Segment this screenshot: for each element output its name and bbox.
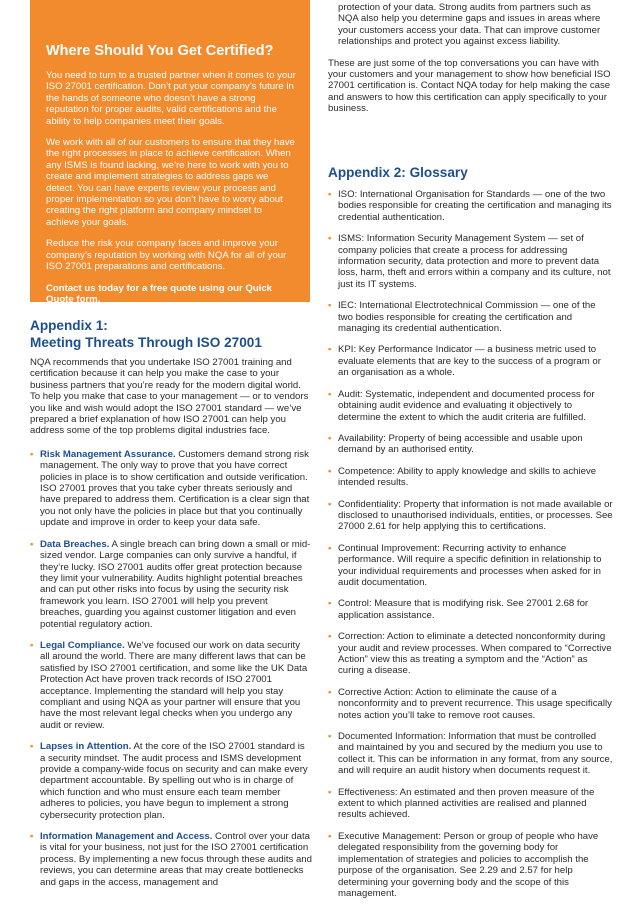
list-item xyxy=(30,449,312,529)
appendix-1-section xyxy=(30,318,312,898)
glossary-item xyxy=(328,389,613,423)
bullet-icon: • xyxy=(30,538,34,550)
appendix-2-section xyxy=(328,164,613,909)
bullet-icon: • xyxy=(328,731,332,743)
glossary-text: ISMS: Information Security Management System — set of company policies that create a process for addressing information security, data protection and more to prevent data loss, harm, theft and errors within a company and its culture, not just its IT systems. xyxy=(338,233,611,290)
callout-title: Where Should You Get Certified? xyxy=(46,43,274,59)
bullet-icon: • xyxy=(328,786,332,798)
glossary-text: Correction: Action to eliminate a detected nonconformity during your audit and review processes. When compared to “Corrective Action” view this as treating a symptom and the “Action” as curing a disease. xyxy=(338,631,612,677)
where-certified-callout xyxy=(30,0,310,305)
bullet-icon: • xyxy=(328,498,332,510)
item-term: Risk Management Assurance. xyxy=(40,448,176,460)
glossary-item xyxy=(328,300,613,334)
quick-quote-cta[interactable]: Contact us today for a free quote using our Quick Quote form. xyxy=(46,282,273,305)
glossary-text: Corrective Action: Action to eliminate the cause of a nonconformity and to prevent recurrence. This usage specifically notes action you’ll take to remove root causes. xyxy=(338,686,612,721)
bullet-icon: • xyxy=(30,741,34,753)
item-term: Legal Compliance. xyxy=(40,639,125,651)
glossary-list xyxy=(328,189,613,899)
threats-list xyxy=(30,449,312,888)
glossary-item xyxy=(328,687,613,721)
glossary-item xyxy=(328,543,613,589)
bullet-icon: • xyxy=(328,631,332,643)
glossary-text: IEC: International Electrotechnical Commission — one of the two bodies responsible for creating the certification and managing its credential authentication. xyxy=(338,300,596,335)
list-item xyxy=(30,831,312,888)
item-text: At the core of the ISO 27001 standard is a security mindset. The audit process and ISMS development provide a company-wide focus on security and can make every department accountable. By spelling out who is in charge of which function and who must ensure each team member adheres to policies, you have begun to implement a strong cybersecurity protection plan. xyxy=(40,741,308,821)
bullet-icon: • xyxy=(328,388,332,400)
appendix-1-title xyxy=(30,318,312,351)
glossary-text: Confidentiality: Property that information is not made available or disclosed to unauthorised individuals, entities, or processes. See 27000 2.61 for help applying this to certifications. xyxy=(338,498,613,533)
list-item xyxy=(30,640,312,731)
glossary-text: Executive Management: Person or group of people who have delegated responsibility from the governing body for implementation of strategies and policies to accomplish the purpose of the organisation. See 2.29 and 2.57 for help determining your governing body and the scope of this management. xyxy=(338,830,599,899)
bullet-icon: • xyxy=(328,300,332,312)
callout-paragraph: We work with all of our customers to ensure that they have the right processes in place to achieve certification. When any ISMS is found lacking, we’re here to work with you to create and implement strategies to address gaps we detect. You can have experts review your process and proper implementation so you don’t have to worry about creating the right platform and company mindset to achieve your goals. xyxy=(46,137,295,228)
glossary-item xyxy=(328,466,613,489)
bullet-icon: • xyxy=(30,448,34,460)
bullet-icon: • xyxy=(328,465,332,477)
list-item xyxy=(30,741,312,821)
bullet-icon: • xyxy=(328,233,332,245)
callout-paragraph: Reduce the risk your company faces and improve your company’s reputation by working with NQA for all of your ISO 27001 preparations and certifications. xyxy=(46,238,287,273)
glossary-text: ISO: International Organisation for Standards — one of the two bodies responsible for creating the certification and managing its credential authentication. xyxy=(338,189,612,223)
glossary-item xyxy=(328,189,613,223)
appendix-1-title-line1: Appendix 1: xyxy=(30,318,108,333)
bullet-icon: • xyxy=(328,542,332,554)
glossary-item xyxy=(328,433,613,456)
glossary-text: Documented Information: Information that must be controlled and maintained by you and secured by the medium you use to collect it. This can be information in any format, from any source, and will require an audit history when documents request it. xyxy=(338,731,613,777)
bullet-icon: • xyxy=(328,686,332,698)
bullet-icon: • xyxy=(328,344,332,356)
summary-paragraph: These are just some of the top conversations you can have with your customers and your management to show how beneficial ISO 27001 certification is. Contact NQA today for help making the case and answers to how this certification can apply specifically to your business. xyxy=(328,57,611,115)
appendix-2-title: Appendix 2: Glossary xyxy=(328,165,468,180)
item-term: Information Management and Access. xyxy=(40,831,213,843)
bullet-icon: • xyxy=(30,639,34,651)
item-text: Control over your data is vital for your business, not just for the ISO 27001 certification process. By implementing a new focus through these audits and reviews, you can determine areas that may create bottlenecks and gaps in the access, management and xyxy=(40,831,312,888)
bullet-icon: • xyxy=(328,830,332,842)
glossary-text: KPI: Key Performance Indicator — a business metric used to evaluate elements that are key to the success of a program or an organisation as a whole. xyxy=(338,344,601,379)
glossary-text: Control: Measure that is modifying risk. See 27001 2.68 for application assistance. xyxy=(338,598,589,621)
bullet-icon: • xyxy=(328,189,332,200)
glossary-text: Continual Improvement: Recurring activity to enhance performance. Will require a specific definition in relationship to your individual requirements and processes when asked for in audit documentation. xyxy=(338,542,602,588)
bullet-icon: • xyxy=(328,598,332,610)
bullet-icon: • xyxy=(30,831,34,843)
list-item xyxy=(30,539,312,630)
appendix-1-title-line2: Meeting Threats Through ISO 27001 xyxy=(30,334,262,350)
item-text: We’ve focused our work on data security all around the world. There are many different laws that can be satisfied by ISO 27001 certification, and some like the UK Data Protection Act have proven track records of ISO 27001 acceptance. Implementing the standard will help you stay compliant and using NQA as your partner will ensure that you have the most relevant legal checks when you undergo any audit or review. xyxy=(40,639,308,731)
glossary-item xyxy=(328,499,613,533)
glossary-item xyxy=(328,831,613,899)
glossary-item xyxy=(328,787,613,821)
glossary-text: Availability: Property of being accessible and usable upon demand by an authorised entity. xyxy=(338,432,583,456)
appendix-1-intro: NQA recommends that you undertake ISO 27001 training and certification because it can help you make the case to your business partners that you’re ready for the modern digital world. To help you make that case to your management — or to vendors you like and wish would adopt the ISO 27001 standard — we’ve prepared a brief explanation of how ISO 27001 can help you address some of the top problems digital industries face. xyxy=(30,357,309,437)
glossary-item xyxy=(328,233,613,290)
item-text: A single breach can bring down a small or mid-sized vendor. Large companies can only survive a handful, if they’re lucky. ISO 27001 audits offer great protection because they limit your vulnerability. Audits highlight potential breaches and can put other risks into focus by using the security risk framework you learn. ISO 27001 will help you prevent breaches, guarding you against customer litigation and even potential regulatory action. xyxy=(40,538,311,630)
glossary-item xyxy=(328,598,613,621)
item-term: Data Breaches. xyxy=(40,538,110,550)
item-term: Lapses in Attention. xyxy=(40,741,132,753)
item-text: Customers demand strong risk management. The only way to prove that you have correct policies in place is to show certification and outside verification. ISO 27001 proves that you take cyber threats seriously and have prepared to address them. Certification is a clear sign that you not only have the policies in place but that you continually update and improve in order to keep your data safe. xyxy=(40,448,310,529)
right-column-intro xyxy=(328,2,613,125)
bullet-icon: • xyxy=(328,432,332,444)
glossary-item xyxy=(328,344,613,378)
continuation-text: protection of your data. Strong audits from partners such as NQA also help you determine gaps and issues in areas where your customers access your data. That can improve customer relationships and protect you against excess liability. xyxy=(338,2,601,48)
glossary-text: Audit: Systematic, independent and documented process for obtaining audit evidence and evaluating it objectively to determine the extent to which the audit criteria are fulfilled. xyxy=(338,388,595,423)
callout-paragraph: You need to turn to a trusted partner when it comes to your ISO 27001 certification. Don’t put your company’s future in the hands of someone who doesn’t have a strong reputation for proper audits, valid certifications and the ability to help companies meet their goals. xyxy=(46,70,296,127)
glossary-text: Effectiveness: An estimated and then proven measure of the extent to which planned activities are realised and planned results achieved. xyxy=(338,786,595,821)
glossary-text: Competence: Ability to apply knowledge and skills to achieve intended results. xyxy=(338,465,597,489)
glossary-item xyxy=(328,631,613,677)
glossary-item xyxy=(328,731,613,777)
